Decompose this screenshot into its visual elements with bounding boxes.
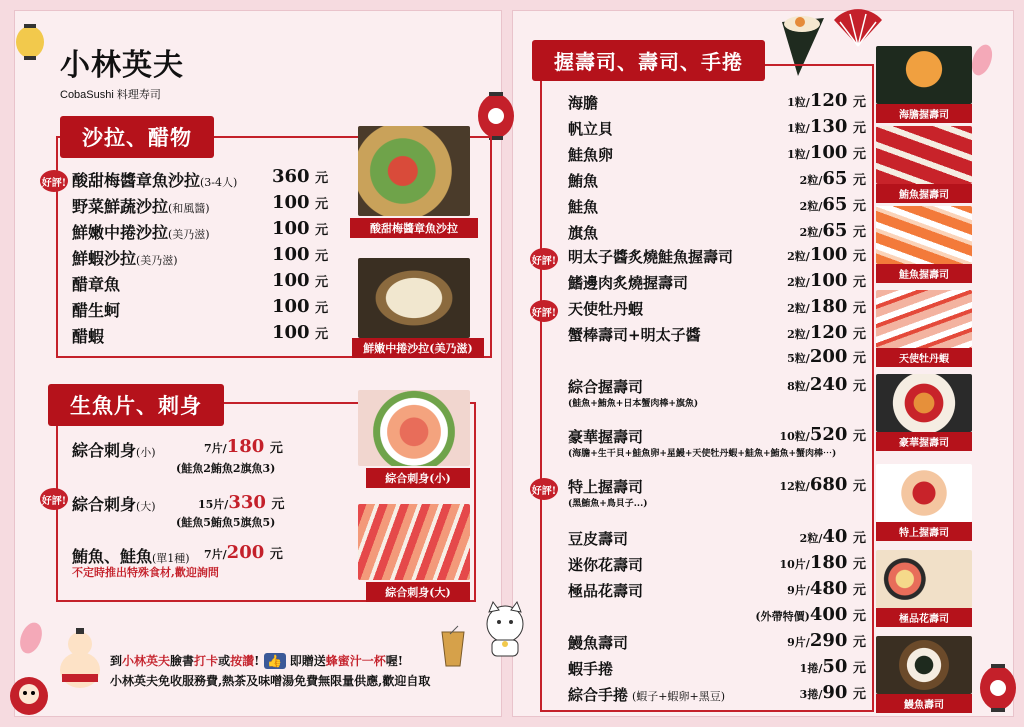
sushi-item-name: 極品花壽司: [568, 582, 644, 600]
sushi-item-16-name: [568, 554, 643, 575]
red-lantern-icon: [976, 660, 1020, 716]
sushi-item-20-price: [800, 656, 866, 677]
salad-item-note: (美乃滋): [136, 254, 178, 267]
sushi-item-name: 鮭魚卵: [568, 146, 614, 164]
salad-item-price: 360: [272, 166, 310, 187]
sushi-item-price: 180: [809, 552, 848, 573]
hot-badge: 好評!: [530, 248, 558, 270]
sushi-item-price: 290: [809, 630, 848, 651]
sushi-item-price: 40: [822, 526, 848, 547]
sushi-item-name: 綜合握壽司: [568, 378, 644, 396]
sushi-item-qty: (外帶特價): [755, 610, 810, 623]
sushi-item-qty: 2粒/: [799, 226, 823, 239]
sashimi-item-2-name: 綜合刺身 (大): [72, 495, 156, 514]
sushi-item-10-name: [568, 324, 701, 345]
lucky-cat-icon: [480, 600, 530, 660]
sushi-item-6-price: [800, 220, 866, 241]
sushi-item-4-price: [800, 168, 866, 189]
salad-item-1-name: [72, 168, 237, 191]
salad-item-price: 100: [272, 270, 310, 291]
sushi-item-name: 天使牡丹蝦: [568, 300, 644, 318]
daruma-icon: [8, 672, 50, 716]
sushi-item-price: 100: [809, 270, 848, 291]
sushi-item-9-price: [787, 296, 866, 317]
sushi-item-14-detail: (黑鮪魚+鳥貝子...): [568, 499, 648, 509]
sushi-item-qty: 3捲/: [799, 688, 823, 701]
sushi-item-5-name: [568, 196, 598, 217]
sushi-item-price: 65: [822, 194, 848, 215]
salad-item-1-price: [272, 166, 328, 187]
promo-line-1: 到小林英夫臉書打卡或按讚! 👍 即贈送蜂蜜汁一杯喔!: [110, 654, 404, 668]
sushi-item-qty: 1捲/: [799, 662, 823, 675]
sushi-item-unit: 元: [852, 173, 866, 188]
sushi-item-price: 65: [822, 220, 848, 241]
hot-badge: 好評!: [40, 488, 68, 510]
sushi-item-qty: 9片/: [787, 584, 810, 597]
salad-item-unit: 元: [315, 301, 329, 316]
salad-photo-1: [358, 126, 470, 216]
salad-item-price: 100: [272, 192, 310, 213]
sushi-item-qty: 10片/: [779, 558, 810, 571]
sashimi-item-3-price: 7片/200 元: [204, 542, 283, 563]
sushi-item-2-price: [787, 116, 866, 137]
sushi-item-unit: 元: [852, 351, 866, 366]
sushi-photo-4: [876, 290, 972, 348]
sushi-item-price: 90: [822, 682, 848, 703]
sushi-item-qty: 9片/: [787, 636, 810, 649]
petal-icon: [968, 42, 996, 78]
sushi-item-13-detail: (海膽+生干貝+鮭魚卵+星鰻+天使牡丹蝦+鮭魚+鮪魚+蟹肉棒⋯): [568, 449, 837, 459]
sushi-item-qty: 2粒/: [799, 200, 823, 213]
sushi-photo-3-caption: 鮭魚握壽司: [876, 264, 972, 283]
sushi-item-price: 180: [809, 296, 848, 317]
sushi-item-price: 100: [809, 142, 848, 163]
salad-item-name: 醋章魚: [72, 275, 121, 294]
brand-sub: CobaSushi 料理寿司: [60, 89, 161, 101]
sashimi-item-3-name: 鮪魚、鮭魚 (單1種): [72, 547, 190, 566]
sushi-item-unit: 元: [852, 609, 866, 624]
salad-item-unit: 元: [315, 275, 329, 290]
sashimi-item-2-detail: (鮭魚5鮪魚5旗魚5): [176, 516, 276, 529]
sushi-item-name: 鰻魚壽司: [568, 634, 629, 652]
sushi-item-unit: 元: [852, 479, 866, 494]
salad-item-5-name: [72, 272, 120, 295]
sushi-item-price: 520: [809, 424, 848, 445]
sumo-figure-icon: [50, 626, 110, 692]
salad-item-4-name: [72, 246, 178, 269]
sushi-item-15-price: [800, 526, 866, 547]
sushi-item-name: 鮪魚: [568, 172, 599, 190]
sushi-photo-5: [876, 374, 972, 432]
sushi-photo-2-caption: 鮪魚握壽司: [876, 184, 972, 203]
sushi-item-unit: 元: [852, 687, 866, 702]
sushi-item-name: 豆皮壽司: [568, 530, 629, 548]
sushi-item-unit: 元: [852, 225, 866, 240]
salad-item-price: 100: [272, 244, 310, 265]
salad-item-unit: 元: [315, 327, 329, 342]
sushi-item-price: 400: [809, 604, 848, 625]
sushi-item-19-name: [568, 632, 628, 653]
sushi-item-unit: 元: [852, 121, 866, 136]
sushi-item-21-name: [568, 684, 725, 705]
sushi-item-3-price: [787, 142, 866, 163]
sushi-item-unit: 元: [852, 429, 866, 444]
hot-badge: 好評!: [40, 170, 68, 192]
sushi-item-16-price: [780, 552, 867, 573]
salad-item-unit: 元: [315, 223, 329, 238]
sushi-item-name: 明太子醬炙燒鮭魚握壽司: [568, 248, 734, 266]
sushi-item-21-price: [800, 682, 866, 703]
sushi-item-13-name: [568, 426, 643, 447]
sashimi-item-1-detail: (鮭魚2鮪魚2旗魚3): [176, 462, 276, 475]
sushi-photo-1: [876, 46, 972, 104]
salad-item-name: 鮮蝦沙拉: [72, 249, 137, 268]
sushi-item-price: 65: [822, 168, 848, 189]
sushi-item-name: 迷你花壽司: [568, 556, 644, 574]
brand-name: 小林英夫: [60, 48, 184, 83]
salad-item-3-name: [72, 220, 210, 243]
sushi-item-name: 鮭魚: [568, 198, 599, 216]
sushi-item-price: 120: [809, 90, 848, 111]
sushi-item-qty: 2粒/: [787, 328, 810, 341]
brand-logo: [60, 40, 184, 102]
salad-item-2-name: [72, 194, 210, 217]
salad-section-title: 沙拉、醋物: [60, 116, 214, 158]
sushi-item-19-price: [787, 630, 866, 651]
sushi-item-15-name: [568, 528, 628, 549]
sushi-item-unit: 元: [852, 301, 866, 316]
sushi-item-unit: 元: [852, 249, 866, 264]
sushi-item-name: 蝦手捲: [568, 660, 614, 678]
sushi-item-unit: 元: [852, 379, 866, 394]
sushi-photo-1-caption: 海膽握壽司: [876, 104, 972, 123]
salad-item-5-price: [272, 270, 328, 291]
salad-item-7-price: [272, 322, 328, 343]
sashimi-section-title: 生魚片、刺身: [48, 384, 224, 426]
sushi-item-qty: 1粒/: [787, 122, 810, 135]
salad-item-7-name: [72, 324, 104, 347]
sushi-item-unit: 元: [852, 531, 866, 546]
sushi-item-6-name: [568, 222, 598, 243]
sushi-item-2-name: [568, 118, 613, 139]
sushi-item-qty: 1粒/: [787, 96, 810, 109]
sushi-item-price: 480: [809, 578, 848, 599]
sushi-item-unit: 元: [852, 557, 866, 572]
sushi-item-20-name: [568, 658, 613, 679]
salad-item-6-name: [72, 298, 120, 321]
sashimi-item-1-name: 綜合刺身 (小): [72, 441, 156, 460]
sushi-item-qty: 2粒/: [799, 532, 823, 545]
sushi-item-price: 120: [809, 322, 848, 343]
sushi-item-qty: 2粒/: [787, 302, 810, 315]
sushi-item-12-name: [568, 376, 643, 397]
salad-item-6-price: [272, 296, 328, 317]
hot-badge: 好評!: [530, 300, 558, 322]
sushi-item-qty: 8粒/: [787, 380, 810, 393]
salad-photo-2: [358, 258, 470, 338]
sushi-item-unit: 元: [852, 95, 866, 110]
like-thumb-icon: 👍: [264, 653, 286, 669]
sashimi-photo-2-caption: 綜合刺身(大): [366, 582, 470, 602]
sushi-item-name: 帆立貝: [568, 120, 614, 138]
sushi-item-name: 綜合手捲: [568, 686, 629, 704]
salad-item-note: (和風醬): [168, 202, 210, 215]
sushi-item-17-price: [787, 578, 866, 599]
salad-item-name: 酸甜梅醬章魚沙拉: [72, 171, 201, 190]
drink-glass-icon: [436, 624, 470, 668]
sushi-photo-4-caption: 天使牡丹蝦: [876, 348, 972, 367]
salad-item-name: 鮮嫩中捲沙拉: [72, 223, 169, 242]
sushi-item-14-price: [780, 474, 867, 495]
salad-item-unit: 元: [315, 249, 329, 264]
sashimi-photo-1-caption: 綜合刺身(小): [366, 468, 470, 488]
sushi-photo-7: [876, 550, 972, 608]
sashimi-photo-1: [358, 390, 470, 466]
sushi-item-unit: 元: [852, 635, 866, 650]
salad-item-name: 醋蝦: [72, 327, 105, 346]
sushi-item-name: 豪華握壽司: [568, 428, 644, 446]
sushi-item-qty: 5粒/: [787, 352, 810, 365]
sushi-item-name: 特上握壽司: [568, 478, 644, 496]
sushi-item-unit: 元: [852, 199, 866, 214]
sushi-item-8-price: [787, 270, 866, 291]
sashimi-item-3-detail: 不定時推出特殊食材,歡迎詢問: [72, 566, 219, 579]
sushi-item-17-name: [568, 580, 643, 601]
sushi-item-13-price: [780, 424, 867, 445]
sushi-item-price: 50: [822, 656, 848, 677]
sashimi-item-2-price: 15片/330 元: [198, 492, 285, 513]
sushi-photo-8: [876, 636, 972, 694]
sushi-item-12-detail: (鮭魚+鮪魚+日本蟹肉棒+旗魚): [568, 399, 699, 409]
sushi-item-qty: 2粒/: [787, 276, 810, 289]
sushi-photo-8-caption: 鰻魚壽司: [876, 694, 972, 713]
salad-item-price: 100: [272, 322, 310, 343]
sushi-item-price: 680: [809, 474, 848, 495]
sushi-item-14-name: [568, 476, 643, 497]
sushi-item-qty: 10粒/: [779, 430, 810, 443]
sushi-item-unit: 元: [852, 661, 866, 676]
salad-item-name: 野菜鮮蔬沙拉: [72, 197, 169, 216]
sushi-item-9-name: [568, 298, 643, 319]
salad-item-unit: 元: [315, 171, 329, 186]
salad-item-unit: 元: [315, 197, 329, 212]
sushi-item-name: 海膽: [568, 94, 599, 112]
sushi-item-1-price: [787, 90, 866, 111]
promo-line-2: 小林英夫免收服務費,熱茶及味噌湯免費無限量供應,歡迎自取: [110, 674, 431, 688]
sushi-photo-3: [876, 206, 972, 264]
sushi-item-qty: 12粒/: [779, 480, 810, 493]
sushi-item-price: 200: [809, 346, 848, 367]
sushi-item-7-name: [568, 246, 733, 267]
sushi-item-1-name: [568, 92, 598, 113]
sushi-item-price: 130: [809, 116, 848, 137]
sushi-item-price: 240: [809, 374, 848, 395]
salad-item-note: (3-4人): [200, 176, 238, 189]
sushi-item-4-name: [568, 170, 598, 191]
hot-badge: 好評!: [530, 478, 558, 500]
sushi-item-3-name: [568, 144, 613, 165]
salad-photo-1-caption: 酸甜梅醬章魚沙拉: [350, 218, 478, 238]
sushi-section-title: 握壽司、壽司、手捲: [532, 40, 765, 81]
sushi-photo-6-caption: 特上握壽司: [876, 522, 972, 541]
salad-item-2-price: [272, 192, 328, 213]
salad-item-name: 醋生蚵: [72, 301, 121, 320]
sushi-photo-2: [876, 126, 972, 184]
salad-item-price: 100: [272, 218, 310, 239]
sushi-item-qty: 1粒/: [787, 148, 810, 161]
sushi-item-unit: 元: [852, 147, 866, 162]
sushi-item-8-name: [568, 272, 688, 293]
sushi-photo-5-caption: 豪華握壽司: [876, 432, 972, 451]
sushi-item-unit: 元: [852, 327, 866, 342]
sushi-item-12-price: [787, 374, 866, 395]
lantern-icon: [12, 22, 48, 62]
sashimi-photo-2: [358, 504, 470, 580]
sushi-item-unit: 元: [852, 583, 866, 598]
sushi-item-11-price: [787, 346, 866, 367]
sushi-item-qty: 2粒/: [799, 174, 823, 187]
sushi-item-name: 鰭邊肉炙燒握壽司: [568, 274, 689, 292]
salad-item-4-price: [272, 244, 328, 265]
fan-icon: [830, 8, 886, 48]
sushi-item-price: 100: [809, 244, 848, 265]
sushi-photo-7-caption: 極品花壽司: [876, 608, 972, 627]
sashimi-item-1-price: 7片/180 元: [204, 436, 283, 457]
sushi-photo-6: [876, 464, 972, 522]
salad-item-note: (美乃滋): [168, 228, 210, 241]
sushi-item-unit: 元: [852, 275, 866, 290]
salad-item-price: 100: [272, 296, 310, 317]
sushi-item-name: 旗魚: [568, 224, 599, 242]
salad-photo-2-caption: 鮮嫩中捲沙拉(美乃滋): [352, 338, 484, 358]
petal-icon: [16, 620, 46, 656]
sushi-item-10-price: [787, 322, 866, 343]
sushi-item-qty: 2粒/: [787, 250, 810, 263]
sushi-item-name: 蟹棒壽司+明太子醬: [568, 326, 701, 344]
salad-item-3-price: [272, 218, 328, 239]
sushi-item-18-price: [755, 604, 866, 625]
sushi-item-5-price: [800, 194, 866, 215]
sushi-item-7-price: [787, 244, 866, 265]
sushi-item-note: (蝦子+蝦卵+黑豆): [632, 690, 726, 703]
